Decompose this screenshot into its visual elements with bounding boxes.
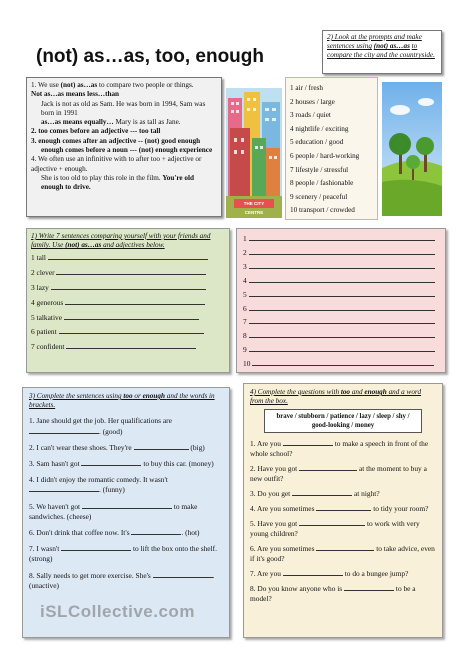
question-item: 3. Do you get at night? [250,489,380,499]
answer-blank[interactable] [249,268,435,269]
grammar-box [26,77,222,217]
answer-blank[interactable] [134,449,189,450]
grammar-rule: as…as means equally… [41,118,114,127]
adjective-item: 6 patient [31,327,57,337]
answer-number: 9 [243,345,247,355]
answer-number: 7 [243,317,247,327]
answer-blank[interactable] [283,575,343,576]
answer-blank[interactable] [51,289,206,290]
exercise-item: 6. Don't drink that coffee now. It's . (hot) [29,528,200,538]
adjective-item: 4 generous [31,297,64,307]
exercise-item: 8. Sally needs to get more exercise. She's . (unactive) [29,570,215,590]
countryside-graphic [382,82,442,216]
prompt-item: 1 air / fresh [290,84,323,92]
answer-lines-box [236,228,446,373]
exercise-instruction: a word from the box. [250,388,422,406]
exercise-instruction: or [134,392,141,400]
answer-blank[interactable] [131,534,181,535]
instruction-text: to compare the city and the countryside. [327,42,435,60]
prompt-item: 7 lifestyle / stressful [290,165,349,174]
instruction-box-2 [322,30,442,74]
answer-blank[interactable] [82,508,172,509]
city-illustration [226,88,282,218]
exercise-item: 7. I wasn't to lift the box onto the shelf. (strong) [29,544,217,564]
adjective-item: 7 confident [31,342,65,352]
prompt-item: 3 roads / quiet [290,111,331,120]
answer-blank[interactable] [249,323,435,324]
answer-blank[interactable] [48,259,208,260]
answer-blank[interactable] [249,282,435,283]
answer-blank[interactable] [66,348,196,349]
answer-number: 5 [243,289,247,299]
exercise-item: 2. I can't wear these shoes. They're (big) [29,442,205,452]
question-item: 6. Are you sometimes to take advice, even if it's good? [250,544,435,564]
answer-blank[interactable] [61,550,131,551]
exercise-instruction: 1) Write 7 sentences comparing yourself with your friends and family. Use [31,232,211,250]
prompt-item: 6 people / hard-working [290,151,360,160]
adjective-item: 1 tall [31,253,46,263]
friends-exercise-box [26,228,230,373]
answer-blank[interactable] [29,491,99,492]
watermark: iSLCollective.com [40,602,195,621]
answer-number: 8 [243,331,247,341]
answer-blank[interactable] [59,333,204,334]
page-title: (not) as…as, too, enough [36,46,264,67]
keyword-enough: enough [364,388,387,396]
answer-blank[interactable] [81,465,141,466]
prompt-item: 5 education / good [290,138,344,147]
questions-box [243,383,443,638]
answer-blank[interactable] [64,319,199,320]
answer-blank[interactable] [249,337,435,338]
answer-blank[interactable] [299,470,357,471]
answer-blank[interactable] [249,310,435,311]
answer-blank[interactable] [292,495,352,496]
answer-blank[interactable] [316,510,371,511]
answer-blank[interactable] [249,351,435,352]
grammar-text: to compare two people or things. [98,81,194,89]
exercise-instruction: 3) Complete the sentences using [29,392,122,400]
answer-blank[interactable] [249,254,435,255]
adjective-item: 2 clever [31,268,55,278]
answer-number: 6 [243,303,247,313]
keyword-too: too [340,388,351,396]
question-item: 4. Are you sometimes to tidy your room? [250,504,429,514]
grammar-example: You're old enough to drive. [41,173,195,192]
exercise-item: 4. I didn't enjoy the romantic comedy. It wasn't . (funny) [29,475,168,495]
exercise-item: 1. Jane should get the job. Her qualifications are . (good) [29,416,172,436]
instruction-emphasis: (not) as…as [373,42,410,51]
answer-blank[interactable] [344,590,394,591]
exercise-instruction: and adjectives below. [103,241,165,250]
prompt-item: 9 scenery / peaceful [290,192,348,201]
word-box: brave / stubborn / patience / lazy / sleep / shy / good-looking / money [264,409,422,433]
answer-blank[interactable] [252,365,434,366]
prompt-item: 10 transport / crowded [290,206,355,215]
answer-blank[interactable] [29,433,99,434]
answer-number: 1 [243,234,247,243]
prompt-item: 2 houses / large [290,97,335,106]
complete-sentences-box [22,387,230,638]
question-item: 5. Have you got to work with very young children? [250,519,420,539]
answer-number: 2 [243,247,247,257]
grammar-text: 1. We use [31,81,59,89]
keyword-too: too [123,392,133,400]
grammar-example: She is too old to play this role in the film. [41,173,161,182]
city-sign: THE CITY CENTRE [243,201,265,215]
answer-number: 3 [243,261,247,271]
question-item: 7. Are you to do a bungee jump? [250,569,409,579]
adjective-item: 5 talkative [31,312,62,322]
exercise-instruction: and [388,388,400,396]
exercise-instruction: and the words in brackets. [29,392,215,410]
answer-blank[interactable] [249,296,435,297]
question-item: 2. Have you got at the moment to buy a new outfit? [250,464,427,484]
question-item: 1. Are you to make a speech in front of the whole school? [250,439,429,459]
question-item: 8. Do you know anyone who is to be a model? [250,584,416,604]
prompt-item: 4 nightlife / exciting [290,124,349,133]
grammar-example: Mary is as tall as Jane. [115,118,181,127]
grammar-term: (not) as…as [60,81,98,89]
answer-blank[interactable] [283,445,333,446]
exercise-item: 3. Sam hasn't got to buy this car. (money) [29,459,214,469]
keyword-enough: enough [142,392,165,400]
adjective-item: 3 lazy [31,283,49,292]
exercise-instruction: 4) Complete the questions with [250,388,340,396]
grammar-rule: 4. We often use an infinitive with to after too + adjective or adjective + enough. [31,155,202,173]
exercise-emphasis: (not) as…as [65,241,102,250]
instruction-text: 2) Look at the prompts and make sentences using [327,33,422,51]
grammar-example: Jack is not as old as Sam. He was born in 1994, Sam was born in 1991 [41,99,206,117]
exercise-item: 5. We haven't got to make sandwiches. (cheese) [29,501,198,521]
countryside-illustration [382,82,442,216]
grammar-rule: 3. enough comes after an adjective -- (not) good enough [31,136,201,145]
answer-number: 10 [243,359,251,369]
grammar-rule: Not as…as means less…than [31,90,120,99]
grammar-rule: 2. too comes before an adjective --- too tall [31,127,161,136]
answer-blank[interactable] [153,577,213,578]
answer-blank[interactable] [65,304,205,305]
answer-blank[interactable] [56,274,206,275]
answer-number: 4 [243,275,247,285]
prompt-item: 8 people / fashionable [290,179,354,188]
answer-blank[interactable] [316,550,374,551]
answer-blank[interactable] [249,240,435,241]
prompts-list [285,77,378,220]
exercise-instruction: and [351,388,363,396]
grammar-rule: enough comes before a noun --- (not) enough experience [41,146,213,155]
answer-blank[interactable] [299,525,365,526]
